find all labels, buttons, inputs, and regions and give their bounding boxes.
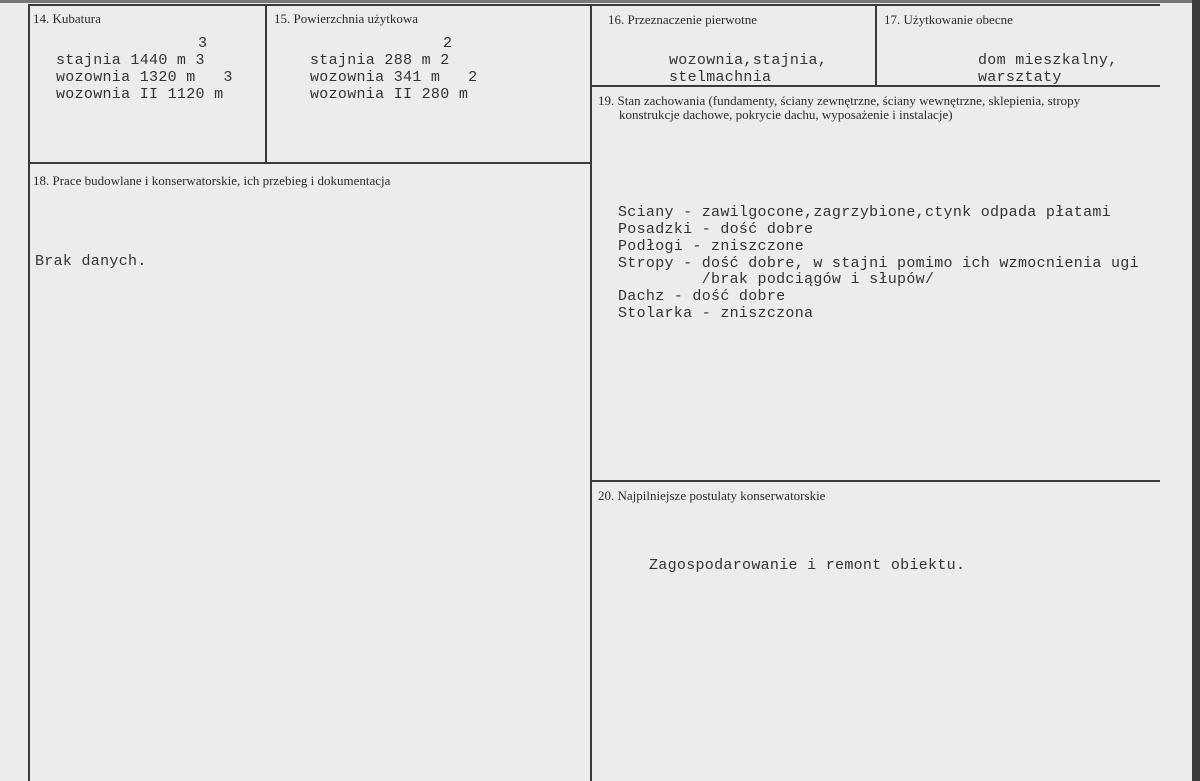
section-14-line-2: wozownia 1320 m 3 — [56, 69, 233, 86]
section-15-line-1: stajnia 288 m 2 — [310, 52, 450, 69]
section-14-line-1: stajnia 1440 m 3 — [56, 52, 205, 69]
section-15-line-3: wozownia II 280 m — [310, 86, 469, 103]
section-17-line-2: warsztaty — [978, 69, 1062, 86]
section-15-line-2: wozownia 341 m 2 — [310, 69, 478, 86]
section-19-line-3: Podłogi - zniszczone — [618, 238, 805, 255]
grid-line-under-19 — [590, 480, 1160, 482]
top-border — [0, 0, 1200, 3]
grid-line-top — [28, 4, 1160, 6]
section-19-line-5: /brak podciągów i słupów/ — [618, 271, 935, 288]
section-17-label: 17. Użytkowanie obecne — [884, 12, 1013, 27]
section-14-line-3: wozownia II 1120 m — [56, 86, 224, 103]
section-19-line-2: Posadzki - dość dobre — [618, 221, 814, 238]
section-14-label: 14. Kubatura — [33, 11, 101, 26]
section-15-label: 15. Powierzchnia użytkowa — [274, 11, 419, 26]
section-20-text: Zagospodarowanie i remont obiektu. — [649, 557, 966, 574]
grid-line-left — [28, 4, 30, 781]
section-18-label: 18. Prace budowlane i konserwatorskie, ich przebieg i dokumentacja — [33, 173, 391, 188]
section-19-line-1: Sciany - zawilgocone,zagrzybione,ctynk odpada płatami — [618, 204, 1111, 221]
section-16-line-2: stelmachnia — [669, 69, 772, 86]
section-16-line-1: wozownia,stajnia, — [669, 52, 828, 69]
right-border — [1192, 0, 1200, 781]
section-19-line-4: Stropy - dość dobre, w stajni pomimo ich wzmocnienia ugi — [618, 255, 1139, 272]
section-19-label-line-1: 19. Stan zachowania (fundamenty, ściany zewnętrzne, ściany wewnętrzne, sklepienia, stropy — [598, 93, 1081, 108]
section-19-line-6: Dachz - dość dobre — [618, 288, 786, 305]
section-19-line-7: Stolarka - zniszczona — [618, 305, 814, 322]
section-19-label-line-2: konstrukcje dachowe, pokrycie dachu, wyposażenie i instalacje) — [619, 107, 953, 122]
grid-line-under-14-15 — [28, 162, 592, 164]
section-16-label: 16. Przeznaczenie pierwotne — [608, 12, 758, 27]
grid-line-14-15 — [265, 4, 267, 164]
grid-line-center — [590, 4, 592, 781]
section-18-text: Brak danych. — [35, 253, 147, 270]
section-14-exponent: 3 — [198, 35, 208, 52]
grid-line-16-17 — [875, 4, 877, 86]
section-20-label: 20. Najpilniejsze postulaty konserwatorskie — [598, 488, 826, 503]
section-15-exponent: 2 — [443, 35, 453, 52]
section-17-line-1: dom mieszkalny, — [978, 52, 1118, 69]
